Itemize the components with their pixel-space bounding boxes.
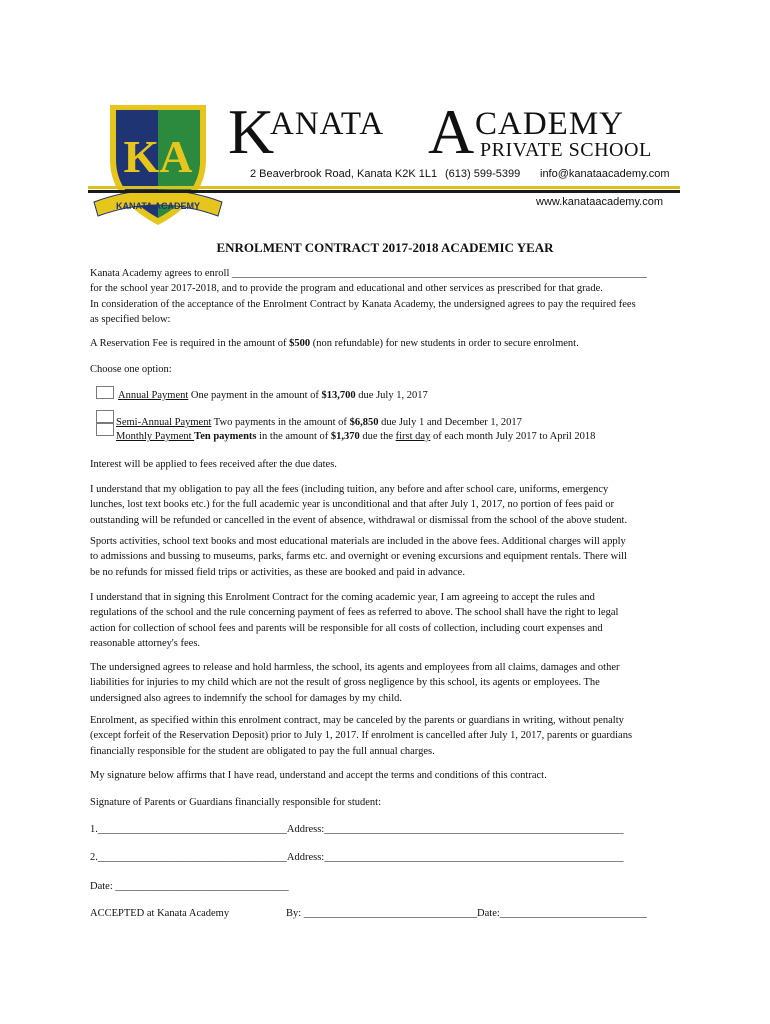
header-rule-dark xyxy=(88,190,680,193)
header-website: www.kanataacademy.com xyxy=(536,196,663,208)
obligation-paragraph: I understand that my obligation to pay all the fees (including tuition, any before and after school care, uniforms, emergency lunches, lost text books etc.) for the full academic year is unconditional and that after July 1, 2017, no portion of fees paid or outstanding will be refunded or cancelled in the event of absence, withdrawal or dismissal from the school of the above student. xyxy=(90,484,628,526)
annual-payment-checkbox[interactable] xyxy=(96,386,114,399)
reservation-amount: $500 xyxy=(289,338,311,349)
header-rule-gold xyxy=(88,186,680,189)
semi-annual-payment-checkbox[interactable] xyxy=(96,410,114,423)
monthly-payment-label: Monthly Payment xyxy=(116,431,195,442)
header-address: 2 Beaverbrook Road, Kanata K2K 1L1 xyxy=(250,168,438,180)
crest-letters: KA xyxy=(123,131,193,182)
header-email: info@kanataacademy.com xyxy=(540,168,670,180)
header-phone: (613) 599-5399 xyxy=(445,168,521,180)
accepted-label: ACCEPTED at Kanata Academy xyxy=(90,908,230,919)
crest-ribbon-text: KANATA ACADEMY xyxy=(116,201,200,211)
rules-paragraph: I understand that in signing this Enrolment Contract for the coming academic year, I am agreeing to accept the rules and regulations of the school and the rule concerning payment of fees as referred to above. The school shall have the right to legal action for collection of school fees and parents will be responsible for all costs of collection, including court expenses and reasonable attorney's fees. xyxy=(90,592,619,649)
brand-anata: ANATA xyxy=(270,106,385,142)
semi-annual-payment-option: Semi-Annual Payment Two payments in the amount of $6,850 due July 1 and December 1, 2017 xyxy=(116,417,522,428)
brand-cademy: CADEMY xyxy=(475,106,625,142)
cancellation-paragraph: Enrolment, as specified within this enrolment contract, may be canceled by the parents or guardians in writing, without penalty (except forfeit of the Reservation Deposit) prior to July 1, 2017. If enrolment is cancelled after July 1, 2017, parents or guardians financially responsible for the student are obligated to pay the full annual charges. xyxy=(90,715,633,757)
semi-annual-payment-label: Semi-Annual Payment xyxy=(116,417,212,428)
signature-line-1[interactable]: 1.____________________________________Address:_________________________________________________________ xyxy=(90,824,624,835)
intro-paragraph xyxy=(90,266,690,327)
monthly-payment-option: Monthly Payment Ten payments in the amount of $1,370 due the first day of each month July 2017 to April 2018 xyxy=(116,431,596,442)
by-date-line[interactable]: By: _________________________________Date:____________________________ xyxy=(286,908,647,919)
school-crest-logo xyxy=(88,100,228,230)
monthly-payment-checkbox[interactable] xyxy=(96,423,114,436)
annual-payment-amount: $13,700 xyxy=(321,390,356,401)
brand-a: A xyxy=(428,96,475,167)
choose-option-label: Choose one option: xyxy=(90,364,172,375)
annual-payment-option: Annual Payment One payment in the amount of $13,700 due July 1, 2017 xyxy=(118,390,428,401)
intro-line: In consideration of the acceptance of the Enrolment Contract by Kanata Academy, the undersigned agrees to pay the required fees xyxy=(90,298,636,310)
brand-private-school: PRIVATE SCHOOL xyxy=(480,139,652,161)
interest-note: Interest will be applied to fees received after the due dates. xyxy=(90,459,337,470)
signature-line-2[interactable]: 2.____________________________________Address:_________________________________________________________ xyxy=(90,852,624,863)
signature-heading: Signature of Parents or Guardians financially responsible for student: xyxy=(90,797,382,808)
document-title: ENROLMENT CONTRACT 2017-2018 ACADEMIC YEAR xyxy=(216,240,554,255)
intro-line: for the school year 2017-2018, and to provide the program and educational and other services as prescribed for that grade. xyxy=(90,283,603,295)
release-paragraph: The undersigned agrees to release and hold harmless, the school, its agents and employees from all claims, damages and other liabilities for injuries to my child which are not the result of gross negligence by this school, its agents or employees. The undersigned also agrees to indemnify the school for damages by my child. xyxy=(90,662,620,704)
intro-line: Kanata Academy agrees to enroll _______________________________________________________________________________ xyxy=(90,268,647,279)
affirmation-text: My signature below affirms that I have read, understand and accept the terms and conditions of this contract. xyxy=(90,770,547,781)
brand-k: K xyxy=(228,96,275,167)
date-line[interactable]: Date: _________________________________ xyxy=(90,881,289,892)
intro-line: as specified below: xyxy=(90,313,171,325)
activities-paragraph: Sports activities, school text books and most educational materials are included in the above fees. Additional charges will apply to admissions and bussing to museums, parks, farms etc. and overnight or evening excursions and equipment rentals. There will be no refunds for missed field trips or activities, as these are booked and paid in advance. xyxy=(90,536,627,578)
semi-annual-payment-amount: $6,850 xyxy=(349,417,379,428)
annual-payment-label: Annual Payment xyxy=(118,390,189,401)
monthly-payment-amount: $1,370 xyxy=(330,431,360,442)
reservation-fee-text: A Reservation Fee is required in the amount of $500 (non refundable) for new students in order to secure enrolment. xyxy=(90,338,579,349)
